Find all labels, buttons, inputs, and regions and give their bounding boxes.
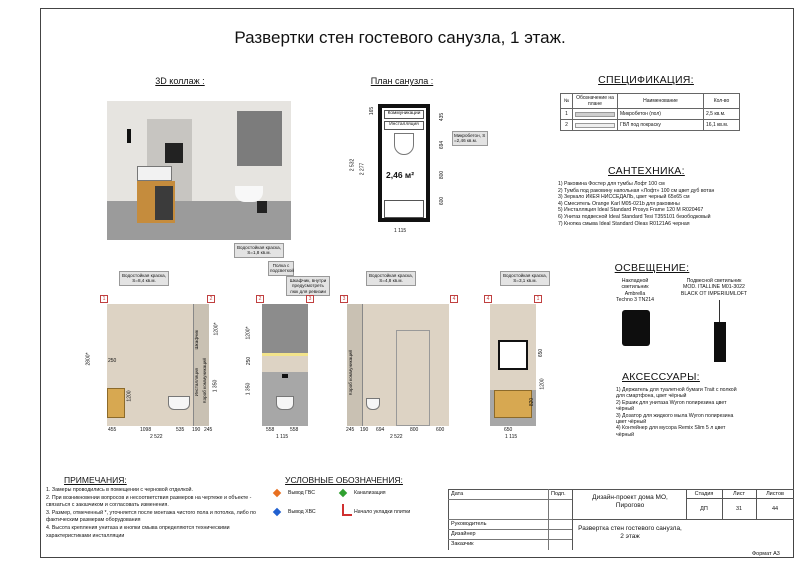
light-left-label: Накладной светильник Ambrella Techno 3 TN214 [616,278,654,303]
spec-col-name: Наименование [618,94,704,109]
list-item: 1) Раковина Фостер для тумбы Лофт 100 см [558,181,665,187]
collage-heading: 3D коллаж : [155,76,205,86]
elev3-dim-w5: 600 [436,427,445,433]
elevation-marker: 2 [207,295,215,303]
plan-dim-left-a: 2 532 [349,158,356,172]
notes-list [46,487,262,540]
elev1-dim-total: 2 522 [150,434,163,440]
elev2-dim-w1: 558 [266,427,275,433]
plan-dim-r1: 694 [439,140,446,150]
plan-dim-left-b: 2 277 [359,162,366,176]
tile-start-icon-h [342,514,352,516]
stamp-head: Руководитель [451,521,487,527]
elev2-dim-w2: 558 [290,427,299,433]
plan-label-installation: Инсталляция [384,121,424,130]
list-item: 3) Зеркало ИКЕЯ НИССЕДАЛЬ, цвет черный 65х65 см [558,194,690,201]
plan-dim-r3: 600 [439,196,446,206]
legend-heading: УСЛОВНЫЕ ОБОЗНАЧЕНИЯ: [285,475,403,485]
spec-col-qty: Кол-во [704,94,740,109]
plan-dim-top-right: 435 [439,112,446,122]
accessories-list [616,387,744,438]
elev3-dim-w4: 800 [410,427,419,433]
stamp-stage: ДП [700,506,708,512]
spec-cell-qty: 16,1 кв.м. [704,120,740,131]
elev1-dim-w4: 190 [192,427,201,433]
elevation-1-cabinet-label: Шкафчик [194,330,199,350]
list-item: 5) Инсталляция Ideal Standard Prosys Frame 120 M R020467 [558,207,704,214]
stamp-stage-head: Стадия [694,491,714,497]
accessories-heading: АКСЕССУАРЫ: [622,371,700,383]
elev1-dim-w2: 1098 [140,427,152,433]
list-item: 4) Смеситель Orange Karl M05-021b для раковины [558,200,680,207]
spec-table [560,93,740,131]
title-block-left [448,489,572,550]
elev4-dim-b: 1200 [539,378,546,390]
table-row [561,120,740,131]
elevation-1-install-label: Инсталляция [194,368,199,397]
notes-heading: ПРИМЕЧАНИЯ: [64,475,127,485]
list-item: 1. Замеры проводились в помещении с черновой отделкой. [46,487,193,493]
plan-toilet [394,133,414,155]
elevation-4-mirror [498,340,528,370]
table-row [561,109,740,120]
elevation-marker: 1 [534,295,542,303]
stamp-project: Дизайн-проект дома МО, Пирогово [592,494,668,509]
list-item: 2) Тумба под раковину напольная «Лофт» 100 см цвет дуб вотан [558,187,715,194]
paint-label-4: Водостойкая краска, S=3,1 кв.м. [500,271,550,286]
plan-heading: План санузла : [370,76,434,86]
stamp-format: Формат А3 [752,551,780,557]
list-item: 2. При возникновении вопросов и несоответствия размеров на чертеже и объекте - связаться с заказчиком и согласовать изменения. [46,494,252,509]
plan-dim-top-left: 165 [369,106,376,116]
elev2-dim-total: 1 115 [276,434,289,440]
spec-col-n: № [561,94,573,109]
elev3-dim-total: 2 522 [390,434,403,440]
shelf-label: Полка с подсветкой [268,261,294,276]
elev1-dim-w3: 535 [176,427,185,433]
page-title: Развертки стен гостевого санузла, 1 этаж. [234,28,566,47]
list-item: 3) Дозатор для жидкого мыла Wyron полирезина цвет чёрный [616,412,734,426]
plumbing-heading: САНТЕХНИКА: [608,165,685,177]
flush-button-icon [282,374,288,378]
spec-cell-name: Микробетон (пол) [618,109,704,120]
elev2-dim-a: 1200* [245,326,252,340]
elevation-3-door [396,330,430,426]
pendant-cord [719,300,720,324]
stamp-designer: Дизайнер [451,531,476,537]
spec-cell-qty: 2,5 кв.м. [704,109,740,120]
stamp-date: Дата [451,491,464,497]
elev3-dim-w1: 245 [346,427,355,433]
elevation-3-korob-label: Короб коммуникаций [348,350,353,396]
stamp-sheet-head: Лист [733,491,745,497]
list-item: 3. Размер, отмеченный *, уточняется после монтажа чистого пола и потолка, либо по фактическим размерам оборудования [46,509,256,524]
light-right-label: Подвесной светильник MOD. ITALLINE M01-3022 BLACK OT IMPERIUMLOFT [680,278,748,297]
elev1-dim-b: 1200 [126,390,133,402]
stamp-sheets: 44 [771,506,779,512]
spec-cell-mark [573,120,618,131]
bathroom-plan [378,104,430,222]
paint-label-1: Водостойкая краска, S=8,4 кв.м. [119,271,169,286]
elevation-marker: 3 [306,295,314,303]
elev1-dim-d: 1 350 [212,379,219,393]
legend-gvs: Вывод ГВС [288,490,315,496]
plan-vanity [384,200,424,218]
legend-kanal: Канализация [354,490,386,496]
elev1-dim-h: 2800* [85,352,92,366]
elevation-1-vanity [107,388,125,418]
stamp-sheets-head: Листов [766,491,784,497]
plan-dim-bottom: 1 115 [394,228,407,234]
elevation-marker: 3 [340,295,348,303]
elevation-2-toilet [276,396,294,410]
collage-image [107,101,291,240]
pendant-lamp-icon [714,322,726,362]
elev4-dim-c: 820 [529,397,536,407]
elev1-dim-w1: 455 [108,427,117,433]
paint-label-2: Водостойкая краска, S=1,8 кв.м. [234,243,284,258]
list-item: 4) Контейнер для мусора Remix Slim 5 л цвет чёрный [616,425,726,438]
elevation-2-shelf-light [262,353,308,356]
elevation-2-cabinet [262,304,308,354]
spotlight-icon [622,310,650,346]
elev1-dim-a: 250 [108,358,117,364]
lighting-heading: ОСВЕЩЕНИЕ: [614,262,690,274]
elev4-dim-w1: 650 [504,427,513,433]
elevation-1-korob-label: Короб коммуникаций [202,358,207,404]
elev3-dim-w3: 694 [376,427,385,433]
elev1-dim-w5: 245 [204,427,213,433]
elev4-dim-a: 650 [538,348,545,358]
elevation-marker: 4 [450,295,458,303]
legend-tile-start: Начало укладки плитки [354,509,411,515]
plan-area: 2,46 м² [386,170,415,180]
plan-dim-r2: 800 [439,170,446,180]
list-item: 4. Высота крепления унитаза и кнопки смыва определяются техническими характеристиками инсталляции [46,524,230,539]
elev2-dim-c: 1 350 [245,382,252,396]
plan-label-communications: Коммуникации [384,110,424,119]
spec-cell-n: 2 [561,120,573,131]
spec-cell-n: 1 [561,109,573,120]
cabinet-label: Шкафчик, внутри предусмотреть люк для ревизии [286,276,330,296]
spec-cell-mark [573,109,618,120]
elevation-marker: 2 [256,295,264,303]
elevation-1-toilet [168,396,190,410]
list-item: 6) Унитаз подвесной Ideal Standard Tesi T355101 безободковый [558,213,711,220]
elev4-dim-total: 1 115 [505,434,518,440]
stamp-desc: Развертка стен гостевого санузла, 2 этаж [578,525,682,540]
elevation-marker: 1 [100,295,108,303]
elevation-4-vanity [494,390,532,418]
list-item: 2) Ершик для унитаза Wyron полирезина цвет чёрный [616,399,727,413]
stamp-client: Заказчик [451,541,474,547]
elev2-dim-b: 250 [246,356,253,366]
plan-floor-note: Микробетон, S =2,46 кв.м. [452,131,488,146]
elev1-dim-c: 1200* [213,322,220,336]
stamp-sign: Подп. [551,491,566,497]
spec-col-mark: Обозначение на плане [573,94,618,109]
list-item: 7) Кнопка смыва Ideal Standard Oleas R0121A6 черная [558,220,690,227]
elev3-dim-w2: 190 [360,427,369,433]
paint-label-3: Водостойкая краска, S=4,8 кв.м. [366,271,416,286]
plumbing-list [558,181,743,227]
elevation-marker: 4 [484,295,492,303]
spec-heading: СПЕЦИФИКАЦИЯ: [598,74,694,86]
elevation-3-toilet [366,398,380,410]
stamp-sheet: 31 [735,506,743,512]
list-item: 1) Держатель для туалетной бумаги Trait с полкой для смартфона, цвет чёрный [616,387,737,400]
legend-hvs: Вывод ХВС [288,509,316,515]
spec-cell-name: ГВЛ под покраску [618,120,704,131]
